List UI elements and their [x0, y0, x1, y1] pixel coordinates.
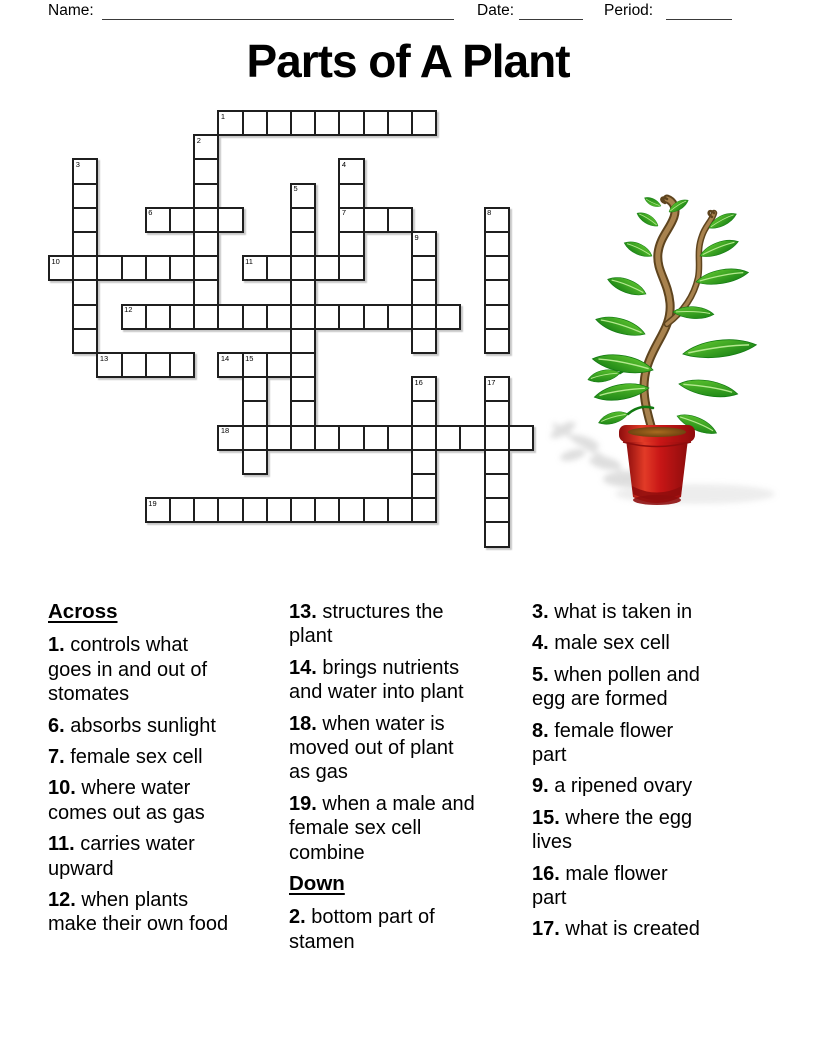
- grid-cell[interactable]: [314, 425, 340, 451]
- clue-item: 4. male sex cell: [532, 632, 670, 655]
- grid-cell[interactable]: [411, 328, 437, 354]
- grid-cell[interactable]: [266, 255, 292, 281]
- grid-cell[interactable]: [508, 425, 534, 451]
- clue-number: 17.: [532, 918, 560, 941]
- grid-cell[interactable]: [121, 304, 147, 330]
- grid-cell[interactable]: [193, 279, 219, 305]
- grid-cell[interactable]: [290, 352, 316, 378]
- grid-cell[interactable]: [290, 231, 316, 257]
- grid-cell[interactable]: [411, 304, 437, 330]
- cell-number: 6: [148, 208, 153, 218]
- grid-cell[interactable]: [484, 400, 510, 426]
- cell-number: 15: [245, 353, 254, 363]
- down-heading: Down: [289, 872, 345, 896]
- grid-cell[interactable]: [290, 255, 316, 281]
- grid-cell[interactable]: [266, 110, 292, 136]
- grid-cell[interactable]: [338, 110, 364, 136]
- grid-cell[interactable]: [314, 110, 340, 136]
- clue-item: 9. a ripened ovary: [532, 775, 693, 798]
- grid-cell[interactable]: [363, 304, 389, 330]
- grid-cell[interactable]: [338, 255, 364, 281]
- grid-cell[interactable]: [242, 497, 268, 523]
- grid-cell[interactable]: [96, 255, 122, 281]
- grid-cell[interactable]: [290, 304, 316, 330]
- grid-cell[interactable]: [338, 425, 364, 451]
- grid-cell[interactable]: [242, 110, 268, 136]
- grid-cell[interactable]: [145, 255, 171, 281]
- grid-cell[interactable]: [266, 304, 292, 330]
- grid-cell[interactable]: [411, 376, 437, 402]
- grid-cell[interactable]: [484, 328, 510, 354]
- grid-cell[interactable]: [387, 207, 413, 233]
- grid-cell[interactable]: [338, 183, 364, 209]
- grid-cell[interactable]: [387, 304, 413, 330]
- clue-item: 12. when plants make their own food: [48, 889, 229, 936]
- grid-cell[interactable]: [193, 231, 219, 257]
- clue-item: 10. where water comes out as gas: [48, 777, 205, 824]
- grid-cell[interactable]: [435, 425, 461, 451]
- grid-cell[interactable]: [363, 110, 389, 136]
- clue-item: 5. when pollen and egg are formed: [532, 663, 700, 711]
- clue-item: 6. absorbs sunlight: [48, 714, 216, 737]
- clue-item: 18. when water is moved out of plant as gas: [289, 712, 454, 784]
- grid-cell[interactable]: [145, 497, 171, 523]
- clue-number: 7.: [48, 746, 65, 769]
- grid-cell[interactable]: [290, 400, 316, 426]
- clue-item: 13. structures the plant: [289, 601, 444, 648]
- clue-number: 5.: [532, 663, 549, 686]
- cell-number: 1: [220, 111, 226, 121]
- pot-soil: [628, 427, 686, 437]
- clue-item: 2. bottom part of stamen: [289, 906, 435, 953]
- grid-cell[interactable]: [96, 352, 122, 378]
- cell-number: 17: [487, 377, 496, 387]
- grid-cell[interactable]: [411, 255, 437, 281]
- grid-cell[interactable]: [72, 255, 98, 281]
- grid-cell[interactable]: [266, 497, 292, 523]
- grid-cell[interactable]: [484, 449, 510, 475]
- grid-cell[interactable]: [290, 328, 316, 354]
- grid-cell[interactable]: [72, 158, 98, 184]
- grid-cell[interactable]: [72, 279, 98, 305]
- grid-cell[interactable]: [242, 255, 268, 281]
- grid-cell[interactable]: [484, 497, 510, 523]
- grid-cell[interactable]: [193, 304, 219, 330]
- clue-item: 16. male flower part: [532, 862, 668, 910]
- grid-cell[interactable]: [484, 521, 510, 547]
- grid-cell[interactable]: [145, 352, 171, 378]
- grid-cell[interactable]: [411, 400, 437, 426]
- grid-cell[interactable]: [217, 497, 243, 523]
- grid-cell[interactable]: [290, 279, 316, 305]
- clue-item: 15. where the egg lives: [532, 806, 693, 854]
- grid-cell[interactable]: [72, 183, 98, 209]
- name-label: Name:: [48, 2, 94, 19]
- grid-cell[interactable]: [290, 497, 316, 523]
- clue-column-2: [289, 600, 477, 961]
- clue-number: 14.: [289, 656, 317, 679]
- grid-cell[interactable]: [411, 110, 437, 136]
- cell-number: 13: [99, 353, 109, 363]
- grid-cell[interactable]: [411, 279, 437, 305]
- grid-cell[interactable]: [217, 110, 243, 136]
- across-heading: Across: [48, 600, 118, 623]
- grid-cell[interactable]: [435, 304, 461, 330]
- period-label: Period:: [604, 2, 654, 19]
- cell-number: 3: [75, 159, 80, 169]
- grid-cell[interactable]: [338, 158, 364, 184]
- grid-cell[interactable]: [193, 255, 219, 281]
- grid-cell[interactable]: [193, 497, 219, 523]
- grid-cell[interactable]: [411, 473, 437, 499]
- clue-number: 12.: [48, 889, 76, 912]
- clue-number: 2.: [289, 906, 306, 929]
- grid-cell[interactable]: [411, 425, 437, 451]
- grid-cell[interactable]: [484, 255, 510, 281]
- grid-cell[interactable]: [338, 207, 364, 233]
- cell-number: 10: [51, 256, 60, 266]
- cell-number: 9: [414, 232, 419, 242]
- cell-number: 18: [220, 426, 230, 436]
- grid-cell[interactable]: [363, 207, 389, 233]
- cell-number: 14: [220, 353, 230, 363]
- grid-cell[interactable]: [387, 497, 413, 523]
- clue-number: 15.: [532, 806, 560, 829]
- clue-item: 14. brings nutrients and water into plant: [289, 656, 464, 704]
- grid-cell[interactable]: [290, 425, 316, 451]
- grid-cell[interactable]: [314, 304, 340, 330]
- grid-cell[interactable]: [484, 473, 510, 499]
- grid-cell[interactable]: [484, 304, 510, 330]
- clue-number: 4.: [532, 632, 549, 655]
- grid-cell[interactable]: [338, 304, 364, 330]
- clue-number: 13.: [289, 601, 317, 623]
- cell-number: 11: [245, 256, 253, 266]
- grid-cell[interactable]: [121, 352, 147, 378]
- grid-cell[interactable]: [411, 449, 437, 475]
- grid-cell[interactable]: [290, 376, 316, 402]
- cell-number: 4: [341, 159, 347, 169]
- grid-cell[interactable]: [387, 425, 413, 451]
- clue-item: 11. carries water upward: [48, 833, 195, 880]
- grid-cell[interactable]: [145, 304, 171, 330]
- grid-cell[interactable]: [290, 110, 316, 136]
- grid-cell[interactable]: [48, 255, 74, 281]
- cell-number: 16: [414, 377, 423, 387]
- grid-cell[interactable]: [290, 183, 316, 209]
- grid-cell[interactable]: [363, 497, 389, 523]
- grid-cell[interactable]: [363, 425, 389, 451]
- grid-cell[interactable]: [169, 352, 195, 378]
- grid-cell[interactable]: [484, 207, 510, 233]
- grid-cell[interactable]: [193, 207, 219, 233]
- cell-number: 12: [124, 305, 133, 315]
- clue-number: 6.: [48, 714, 65, 737]
- grid-cell[interactable]: [121, 255, 147, 281]
- clue-number: 10.: [48, 777, 76, 800]
- cell-number: 19: [148, 498, 157, 508]
- clue-number: 11.: [48, 833, 75, 856]
- grid-cell[interactable]: [484, 231, 510, 257]
- clue-number: 16.: [532, 862, 560, 885]
- plant-illustration: [533, 172, 783, 512]
- grid-cell[interactable]: [338, 231, 364, 257]
- clue-item: 7. female sex cell: [48, 746, 203, 769]
- grid-cell[interactable]: [72, 231, 98, 257]
- clue-column-1: [48, 600, 230, 944]
- grid-cell[interactable]: [217, 304, 243, 330]
- grid-cell[interactable]: [411, 231, 437, 257]
- cell-number: 8: [487, 208, 492, 218]
- cell-number: 7: [341, 208, 347, 218]
- grid-cell[interactable]: [242, 376, 268, 402]
- grid-cell[interactable]: [484, 425, 510, 451]
- grid-cell[interactable]: [242, 304, 268, 330]
- grid-cell[interactable]: [193, 158, 219, 184]
- cell-number: 5: [293, 184, 298, 194]
- grid-cell[interactable]: [266, 425, 292, 451]
- clue-number: 1.: [48, 634, 65, 657]
- clue-column-3: [532, 600, 702, 949]
- grid-cell[interactable]: [217, 207, 243, 233]
- clue-item: 17. what is created: [532, 918, 700, 941]
- grid-cell[interactable]: [169, 207, 195, 233]
- grid-cell[interactable]: [242, 425, 268, 451]
- grid-cell[interactable]: [169, 497, 195, 523]
- grid-cell[interactable]: [411, 497, 437, 523]
- grid-cell[interactable]: [338, 497, 364, 523]
- grid-cell[interactable]: [459, 425, 485, 451]
- grid-cell[interactable]: [72, 207, 98, 233]
- clue-number: 18.: [289, 712, 317, 735]
- grid-cell[interactable]: [169, 304, 195, 330]
- clue-number: 19.: [289, 792, 317, 815]
- grid-cell[interactable]: [72, 304, 98, 330]
- grid-cell[interactable]: [314, 497, 340, 523]
- grid-cell[interactable]: [484, 279, 510, 305]
- grid-cell[interactable]: [484, 376, 510, 402]
- clue-item: 8. female flower part: [532, 719, 674, 767]
- grid-cell[interactable]: [266, 352, 292, 378]
- clue-number: 8.: [532, 719, 549, 742]
- grid-cell[interactable]: [242, 352, 268, 378]
- grid-cell[interactable]: [217, 352, 243, 378]
- grid-cell[interactable]: [242, 400, 268, 426]
- grid-cell[interactable]: [193, 134, 219, 160]
- clue-item: 3. what is taken in: [532, 601, 693, 623]
- cell-number: 2: [196, 135, 201, 145]
- clue-item: 19. when a male and female sex cell combine: [289, 792, 475, 864]
- grid-cell[interactable]: [290, 207, 316, 233]
- grid-cell[interactable]: [242, 449, 268, 475]
- grid-cell[interactable]: [217, 425, 243, 451]
- grid-cell[interactable]: [314, 255, 340, 281]
- page-title: Parts of A Plant: [246, 35, 570, 87]
- clue-number: 3.: [532, 601, 549, 623]
- date-label: Date:: [477, 2, 515, 19]
- grid-cell[interactable]: [145, 207, 171, 233]
- grid-cell[interactable]: [387, 110, 413, 136]
- clue-item: 1. controls what goes in and out of stomates: [48, 634, 208, 706]
- grid-cell[interactable]: [169, 255, 195, 281]
- grid-cell[interactable]: [193, 183, 219, 209]
- clue-number: 9.: [532, 775, 549, 798]
- grid-cell[interactable]: [72, 328, 98, 354]
